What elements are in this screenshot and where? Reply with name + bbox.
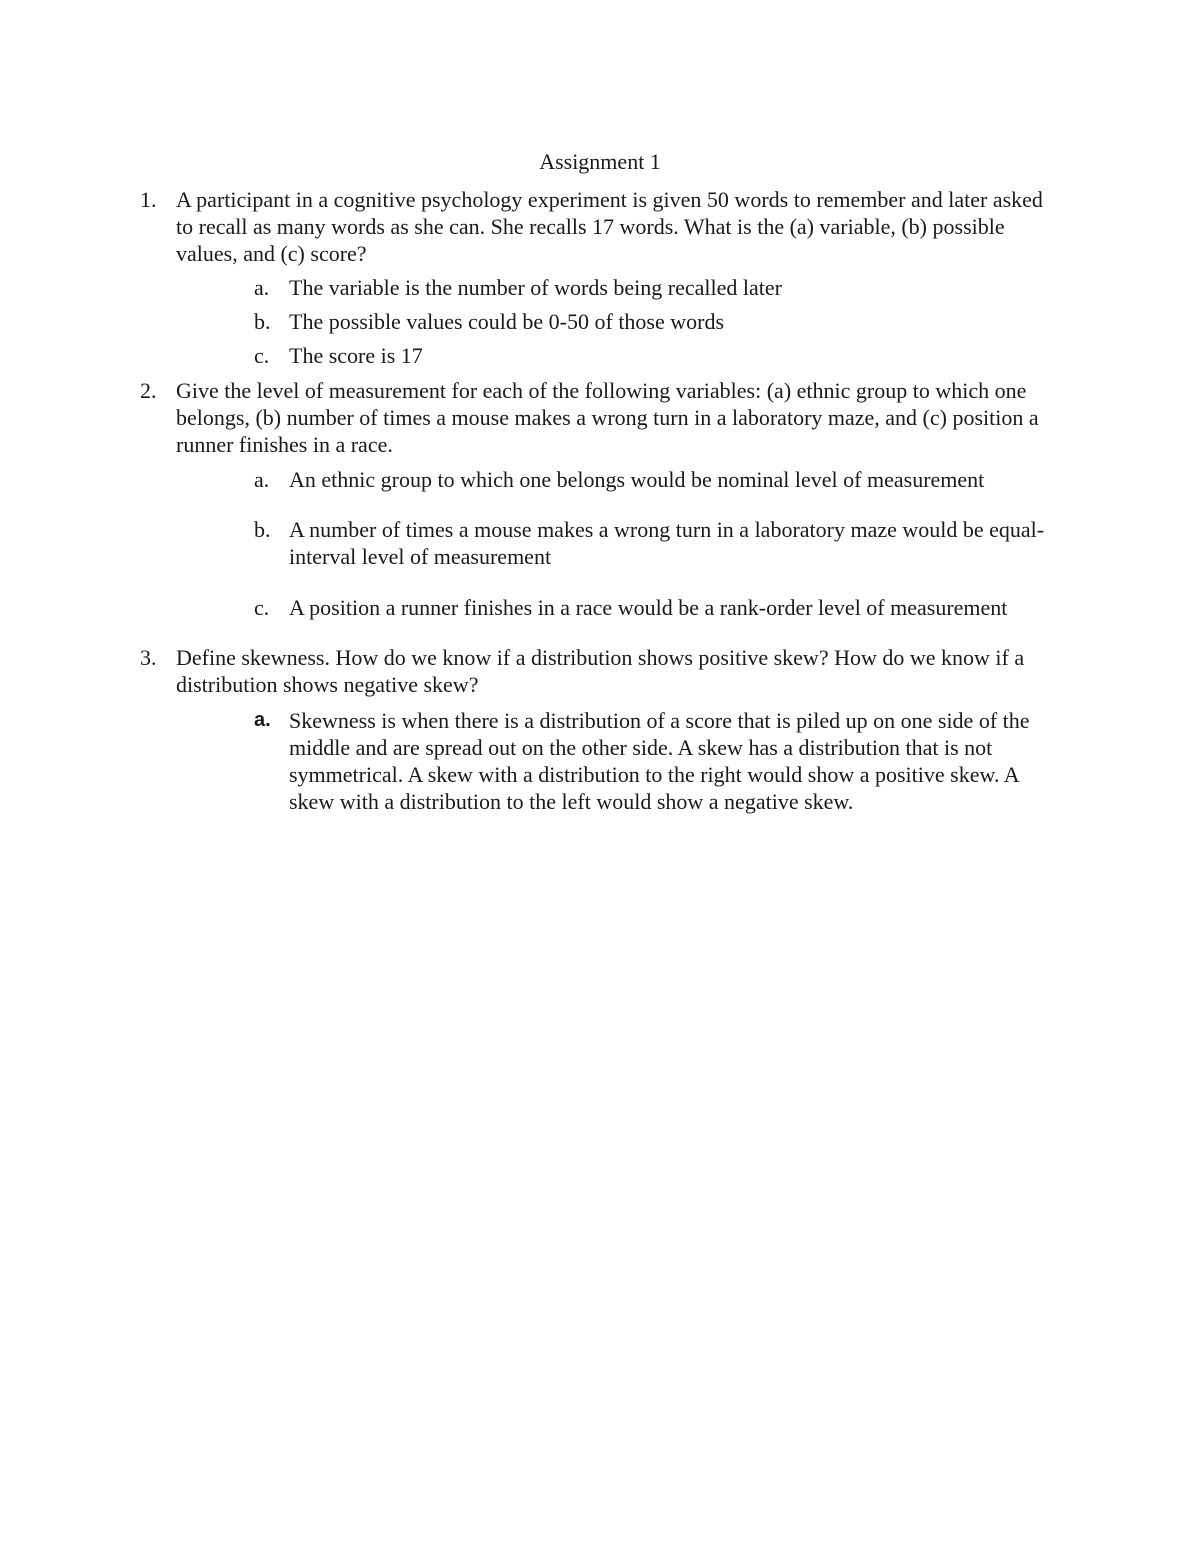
answer-3a-letter: a. — [254, 709, 271, 731]
question-2-text: Give the level of measurement for each of the following variables: (a) ethnic group to which one belongs, (b) number of times a mouse makes a wrong turn in a laboratory maze, and (c) position a runner finishes in a race. — [176, 378, 1039, 457]
answer-1b-text: The possible values could be 0-50 of those words — [289, 309, 725, 334]
answer-2b-text: A number of times a mouse makes a wrong turn in a laboratory maze would be equal-interval level of measurement — [289, 517, 1045, 569]
answer-2c-letter: c. — [254, 595, 270, 620]
answer-2a-letter: a. — [254, 467, 270, 492]
answer-1b-letter: b. — [254, 309, 271, 334]
question-1-number: 1. — [140, 187, 157, 212]
question-1-text: A participant in a cognitive psychology experiment is given 50 words to remember and later asked to recall as many words as she can. She recalls 17 words. What is the (a) variable, (b) possible values, and (c) score? — [176, 187, 1043, 266]
answer-2a-text: An ethnic group to which one belongs would be nominal level of measurement — [289, 467, 985, 492]
document-title: Assignment 1 — [539, 149, 661, 174]
answer-2c-text: A position a runner finishes in a race would be a rank-order level of measurement — [289, 595, 1008, 620]
answer-1a-text: The variable is the number of words being recalled later — [289, 275, 782, 300]
question-3-text: Define skewness. How do we know if a distribution shows positive skew? How do we know if a distribution shows negative skew? — [176, 645, 1025, 697]
question-2-number: 2. — [140, 378, 157, 403]
answer-3a-text: Skewness is when there is a distribution of a score that is piled up on one side of the middle and are spread out on the other side. A skew has a distribution that is not symmetrical. A skew with a distribution to the right would show a positive skew. A skew with a distribution to the left would show a negative skew. — [289, 708, 1030, 814]
answer-1a-letter: a. — [254, 275, 270, 300]
answer-1c-text: The score is 17 — [289, 343, 423, 368]
answer-2b-letter: b. — [254, 517, 271, 542]
answer-1c-letter: c. — [254, 343, 270, 368]
question-3-number: 3. — [140, 645, 157, 670]
